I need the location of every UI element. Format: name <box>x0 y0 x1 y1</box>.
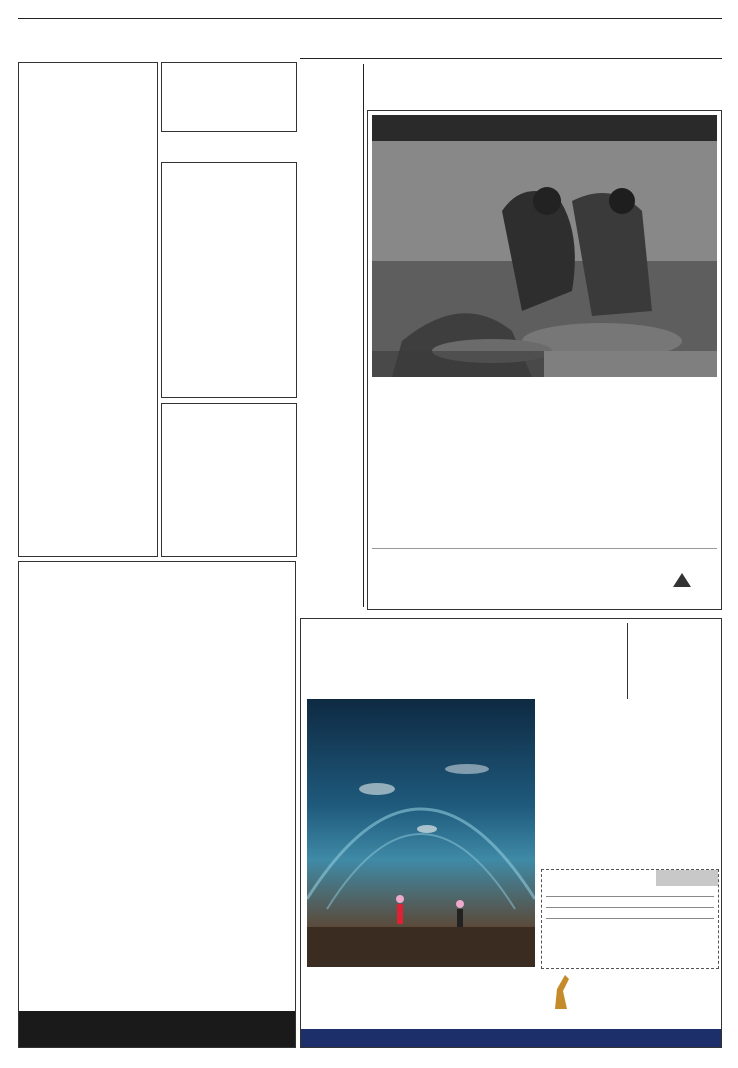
quotes-column <box>394 383 544 559</box>
thanks-otterspeer <box>161 403 297 557</box>
field-woonplaats[interactable] <box>546 912 714 919</box>
zoo-logo <box>545 971 715 1025</box>
rabobank-logo <box>653 571 713 601</box>
ad-footer <box>372 548 717 551</box>
terrafina-text <box>558 383 716 559</box>
rdcard-logo <box>627 623 719 699</box>
photo-farmers <box>372 115 717 377</box>
vacature-header <box>23 566 291 590</box>
condolence-zendingskrans <box>161 62 297 132</box>
footer-brand <box>371 1023 379 1027</box>
rdcard-text <box>541 699 719 879</box>
agenda-column <box>300 64 364 607</box>
vacature-footer[interactable] <box>19 1011 295 1047</box>
agenda-title <box>300 64 363 66</box>
vacature-overview <box>18 561 296 1048</box>
tunnel-illustration <box>307 699 535 967</box>
giraffe-icon <box>545 971 585 1011</box>
family-list <box>23 71 153 243</box>
terrafina-ad <box>367 110 722 610</box>
rdcard-ad <box>300 618 722 1048</box>
vacature-list <box>23 590 291 1007</box>
oikocredit-logo <box>508 573 598 603</box>
death-notice-van-zanten <box>161 162 297 398</box>
zoo-text <box>307 971 533 1025</box>
agenda-top-row <box>360 60 722 106</box>
coupon <box>541 869 719 969</box>
death-notice-versteeg <box>18 62 158 557</box>
coupon-label <box>656 870 718 886</box>
icco-logo <box>398 563 468 603</box>
farmers-illustration <box>372 141 717 377</box>
aquarium-photo <box>307 699 535 967</box>
rabobank-icon <box>671 571 693 589</box>
page-header <box>18 7 722 19</box>
rdcard-footer <box>301 1029 721 1047</box>
field-cardnumber[interactable] <box>546 890 714 897</box>
field-postcode[interactable] <box>546 901 714 908</box>
